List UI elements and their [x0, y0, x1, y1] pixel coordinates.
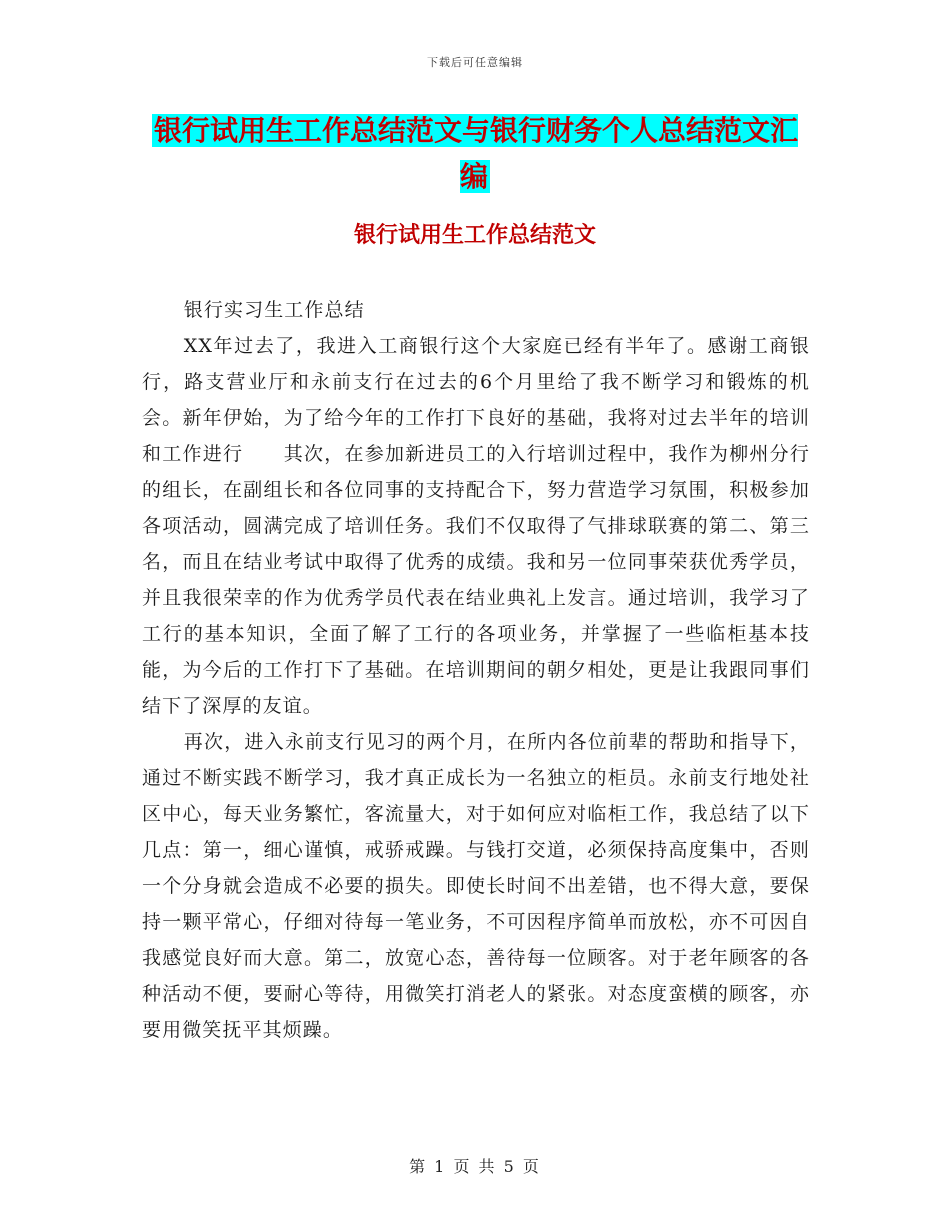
body-paragraph: XX年过去了，我进入工商银行这个大家庭已经有半年了。感谢工商银行，路支营业厅和永前支行在过去的6个月里给了我不断学习和锻炼的机会。新年伊始，为了给今年的工作打下良好的基础，我将对过去半年的培训和工作进行 其次，在参加新进员工的入行培训过程中，我作为柳州分行的组长，在副组长和各位同事的支持配合下，努力营造学习氛围，积极参加各项活动，圆满完成了培训任务。我们不仅取得了气排球联赛的第二、第三名，而且在结业考试中取得了优秀的成绩。我和另一位同事荣获优秀学员，并且我很荣幸的作为优秀学员代表在结业典礼上发言。通过培训，我学习了工行的基本知识，全面了解了工行的各项业务，并掌握了一些临柜基本技能，为今后的工作打下了基础。在培训期间的朝夕相处，更是让我跟同事们结下了深厚的友谊。	[142, 335, 810, 717]
body-paragraph: 银行实习生工作总结	[183, 299, 365, 321]
header-note: 下载后可任意编辑	[427, 56, 523, 69]
body-paragraph: 再次，进入永前支行见习的两个月，在所内各位前辈的帮助和指导下，通过不断实践不断学习，我才真正成长为一名独立的柜员。永前支行地处社区中心，每天业务繁忙，客流量大，对于如何应对临柜工作，我总结了以下几点：第一，细心谨慎，戒骄戒躁。与钱打交道，必须保持高度集中，否则一个分身就会造成不必要的损失。即使长时间不出差错，也不得大意，要保持一颗平常心，仔细对待每一笔业务，不可因程序简单而放松，亦不可因自我感觉良好而大意。第二，放宽心态，善待每一位顾客。对于老年顾客的各种活动不便，要耐心等待，用微笑打消老人的紧张。对态度蛮横的顾客，亦要用微笑抚平其烦躁。	[142, 731, 810, 1041]
document-title-text: 银行试用生工作总结范文与银行财务个人总结范文汇编	[153, 114, 798, 193]
document-body	[142, 292, 810, 1048]
document-title	[140, 108, 810, 200]
section-title: 银行试用生工作总结范文	[353, 223, 596, 248]
page-footer: 第 1 页 共 5 页	[409, 1157, 541, 1176]
